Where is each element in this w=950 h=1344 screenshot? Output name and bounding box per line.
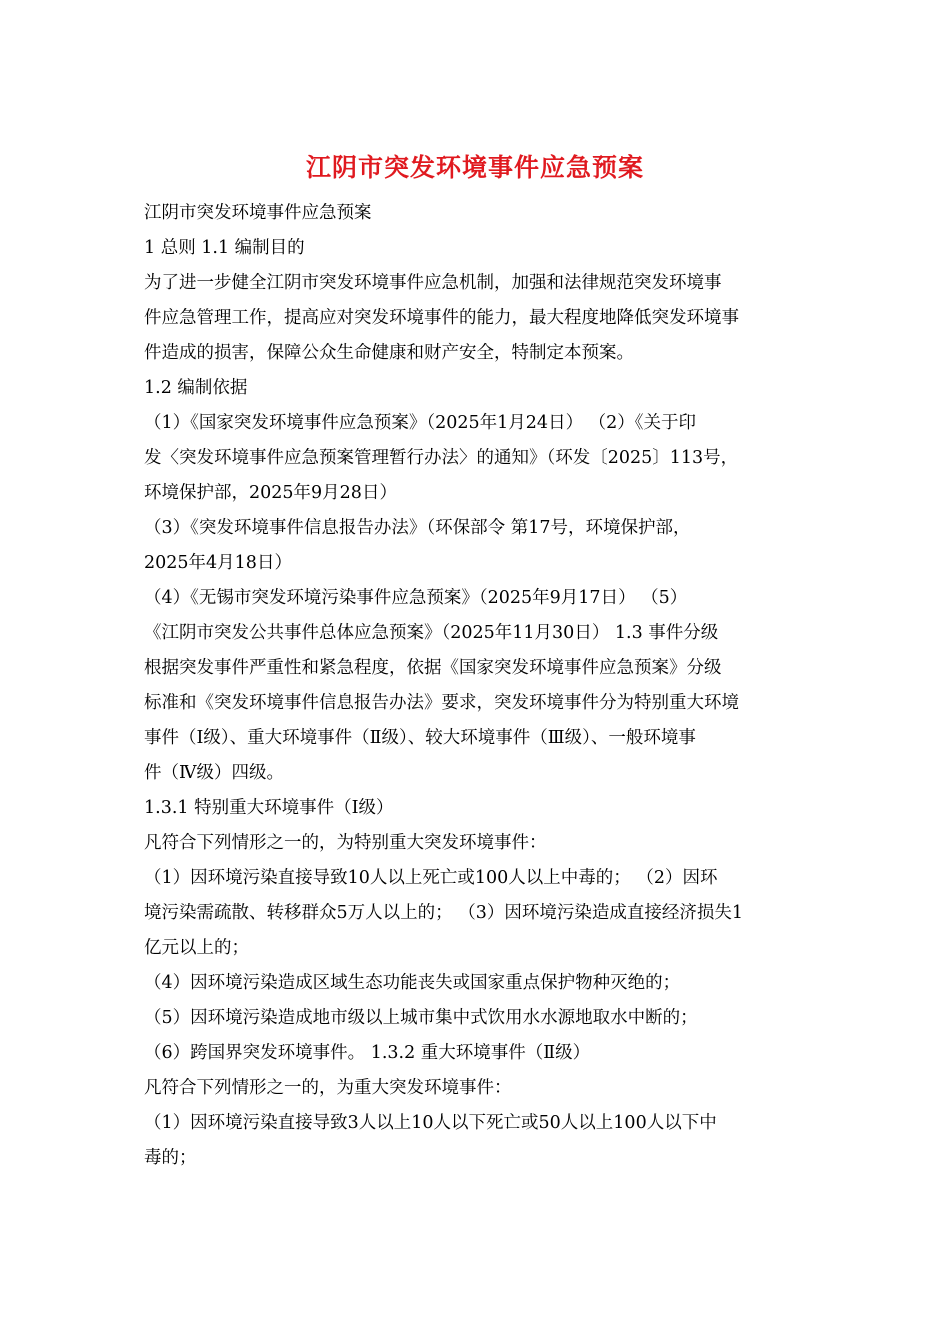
body-line: （4）因环境污染造成区域生态功能丧失或国家重点保护物种灭绝的；	[144, 973, 681, 993]
body-line: 环境保护部，2025年9月28日）	[144, 483, 397, 503]
body-line: 1 总则 1.1 编制目的	[144, 238, 305, 258]
body-line: 件应急管理工作，提高应对突发环境事件的能力，最大程度地降低突发环境事	[144, 308, 739, 328]
body-line: （4）《无锡市突发环境污染事件应急预案》（2025年9月17日） （5）	[144, 588, 688, 608]
body-line: 发〈突发环境事件应急预案管理暂行办法〉的通知》（环发〔2025〕113号，	[144, 448, 739, 468]
body-line: 亿元以上的；	[144, 938, 249, 958]
body-line: （6）跨国界突发环境事件。 1.3.2 重大环境事件（Ⅱ级）	[144, 1043, 591, 1063]
document-body	[144, 196, 816, 1176]
body-line: （5）因环境污染造成地市级以上城市集中式饮用水水源地取水中断的；	[144, 1008, 698, 1028]
body-line: 1.2 编制依据	[144, 378, 248, 398]
body-line: 1.3.1 特别重大环境事件（Ⅰ级）	[144, 798, 394, 818]
body-line: 标准和《突发环境事件信息报告办法》要求，突发环境事件分为特别重大环境	[144, 693, 739, 713]
body-line: 事件（Ⅰ级）、重大环境事件（Ⅱ级）、较大环境事件（Ⅲ级）、一般环境事	[144, 728, 696, 748]
body-line: 境污染需疏散、转移群众5万人以上的； （3）因环境污染造成直接经济损失1	[144, 903, 743, 923]
document-title: 江阴市突发环境事件应急预案	[305, 153, 644, 182]
body-line: 根据突发事件严重性和紧急程度，依据《国家突发环境事件应急预案》分级	[144, 658, 722, 678]
body-line: 毒的；	[144, 1148, 197, 1168]
body-line: 《江阴市突发公共事件总体应急预案》（2025年11月30日） 1.3 事件分级	[144, 623, 719, 643]
body-line: （1）因环境污染直接导致3人以上10人以下死亡或50人以上100人以下中	[144, 1113, 717, 1133]
body-line: （1）《国家突发环境事件应急预案》（2025年1月24日） （2）《关于印	[144, 413, 697, 433]
body-line: 2025年4月18日）	[144, 553, 292, 573]
body-line: （3）《突发环境事件信息报告办法》（环保部令 第17号，环境保护部，	[144, 518, 691, 538]
body-line: 江阴市突发环境事件应急预案	[144, 203, 372, 223]
body-line: 件（Ⅳ级）四级。	[144, 763, 284, 783]
body-line: （1）因环境污染直接导致10人以上死亡或100人以上中毒的； （2）因环	[144, 868, 718, 888]
body-line: 件造成的损害，保障公众生命健康和财产安全，特制定本预案。	[144, 343, 634, 363]
body-line: 凡符合下列情形之一的，为重大突发环境事件：	[144, 1078, 512, 1098]
body-line: 为了进一步健全江阴市突发环境事件应急机制，加强和法律规范突发环境事	[144, 273, 722, 293]
body-line: 凡符合下列情形之一的，为特别重大突发环境事件：	[144, 833, 547, 853]
